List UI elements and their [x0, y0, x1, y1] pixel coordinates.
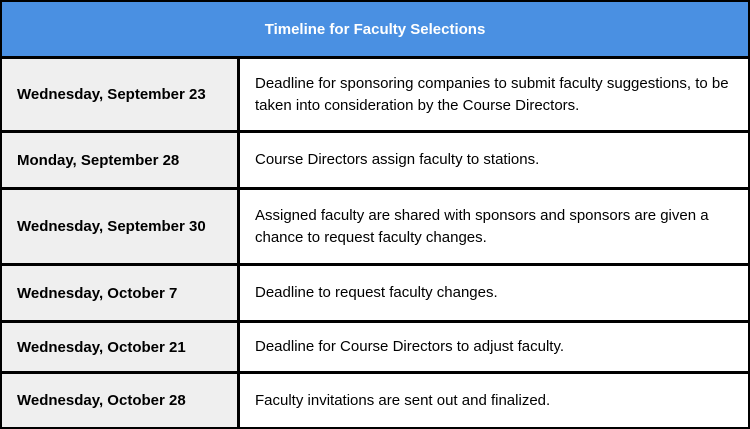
description-cell: Assigned faculty are shared with sponsors and sponsors are given a chance to request faculty changes.	[240, 190, 748, 263]
description-cell: Faculty invitations are sent out and finalized.	[240, 374, 748, 427]
description-cell: Deadline to request faculty changes.	[240, 266, 748, 320]
date-cell: Monday, September 28	[2, 133, 237, 187]
date-cell: Wednesday, October 28	[2, 374, 237, 427]
table-row	[2, 190, 748, 263]
date-cell: Wednesday, October 7	[2, 266, 237, 320]
date-cell: Wednesday, October 21	[2, 323, 237, 371]
table-row	[2, 133, 748, 187]
description-cell: Deadline for Course Directors to adjust faculty.	[240, 323, 748, 371]
table-row	[2, 374, 748, 427]
table-row	[2, 323, 748, 371]
description-cell: Deadline for sponsoring companies to submit faculty suggestions, to be taken into consideration by the Course Directors.	[240, 59, 748, 130]
date-cell: Wednesday, September 23	[2, 59, 237, 130]
date-cell: Wednesday, September 30	[2, 190, 237, 263]
description-cell: Course Directors assign faculty to stations.	[240, 133, 748, 187]
table-row	[2, 266, 748, 320]
table-title: Timeline for Faculty Selections	[2, 2, 748, 56]
table-row	[2, 59, 748, 130]
